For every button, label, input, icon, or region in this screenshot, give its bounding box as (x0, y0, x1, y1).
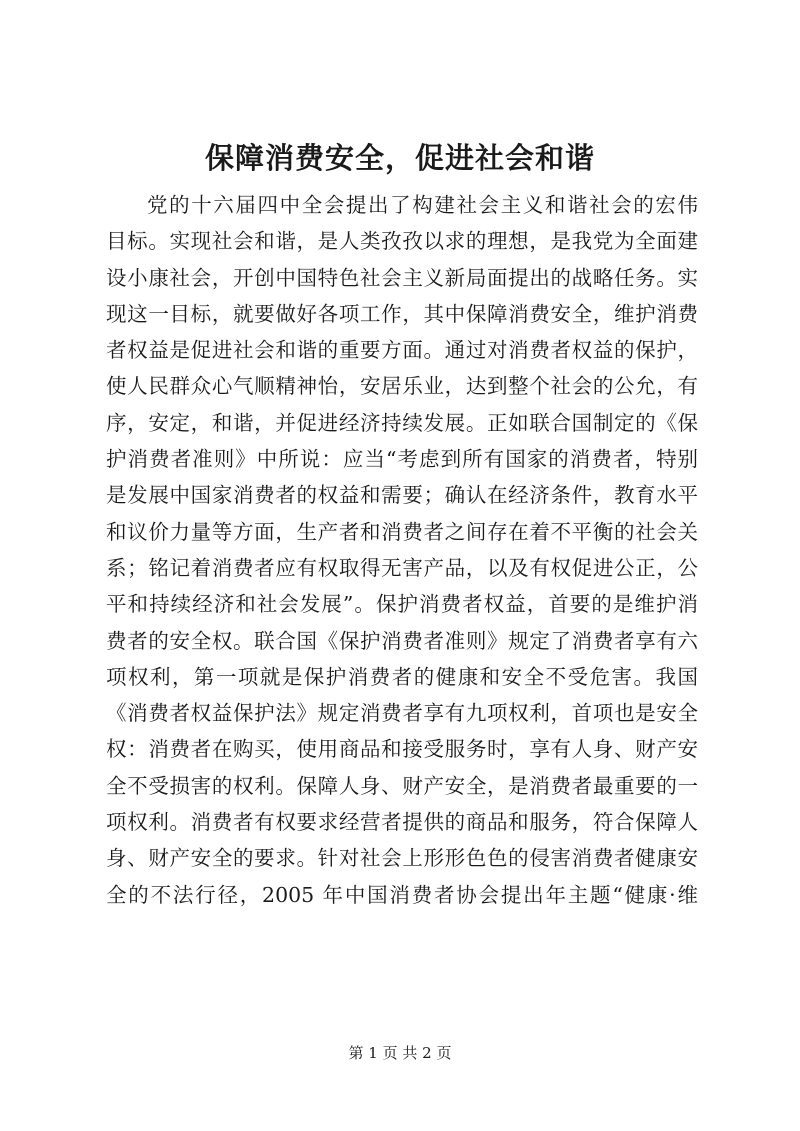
page-number-indicator: 第 1 页 共 2 页 (348, 1044, 452, 1062)
body-line: 目标。实现社会和谐，是人类孜孜以求的理想，是我党为全面建 (106, 229, 698, 254)
body-line: 护消费者准则》中所说：应当“考虑到所有国家的消费者，特别 (106, 447, 698, 472)
body-line: 使人民群众心气顺精神怡，安居乐业，达到整个社会的公允，有 (106, 374, 698, 399)
document-body (106, 187, 698, 913)
body-line: 者权益是促进社会和谐的重要方面。通过对消费者权益的保护， (106, 338, 698, 363)
body-line: 《消费者权益保护法》规定消费者享有九项权利，首项也是安全 (106, 701, 698, 726)
body-line: 全不受损害的权利。保障人身、财产安全，是消费者最重要的一 (106, 773, 698, 798)
body-line: 设小康社会，开创中国特色社会主义新局面提出的战略任务。实 (106, 265, 698, 290)
body-line: 项权利，第一项就是保护消费者的健康和安全不受危害。我国 (106, 664, 698, 689)
body-line: 党的十六届四中全会提出了构建社会主义和谐社会的宏伟 (147, 193, 698, 217)
body-line: 项权利。消费者有权要求经营者提供的商品和服务，符合保障人 (106, 810, 698, 835)
page-footer (0, 1043, 800, 1063)
body-line: 和议价力量等方面，生产者和消费者之间存在着不平衡的社会关 (106, 519, 698, 544)
body-line: 全的不法行径，2005 年中国消费者协会提出年主题“健康·维 (106, 882, 698, 907)
document-title: 保障消费安全，促进社会和谐 (204, 141, 595, 175)
body-line: 权：消费者在购买，使用商品和接受服务时，享有人身、财产安 (106, 737, 698, 762)
body-line: 系；铭记着消费者应有权取得无害产品，以及有权促进公正，公 (106, 555, 698, 580)
body-line: 平和持续经济和社会发展”。保护消费者权益，首要的是维护消 (106, 592, 698, 617)
body-line: 现这一目标，就要做好各项工作，其中保障消费安全，维护消费 (106, 301, 698, 326)
body-line: 序，安定，和谐，并促进经济持续发展。正如联合国制定的《保 (106, 410, 698, 435)
body-line: 费者的安全权。联合国《保护消费者准则》规定了消费者享有六 (106, 628, 698, 653)
body-line: 是发展中国家消费者的权益和需要；确认在经济条件，教育水平 (106, 483, 698, 508)
body-line: 身、财产安全的要求。针对社会上形形色色的侵害消费者健康安 (106, 846, 698, 871)
